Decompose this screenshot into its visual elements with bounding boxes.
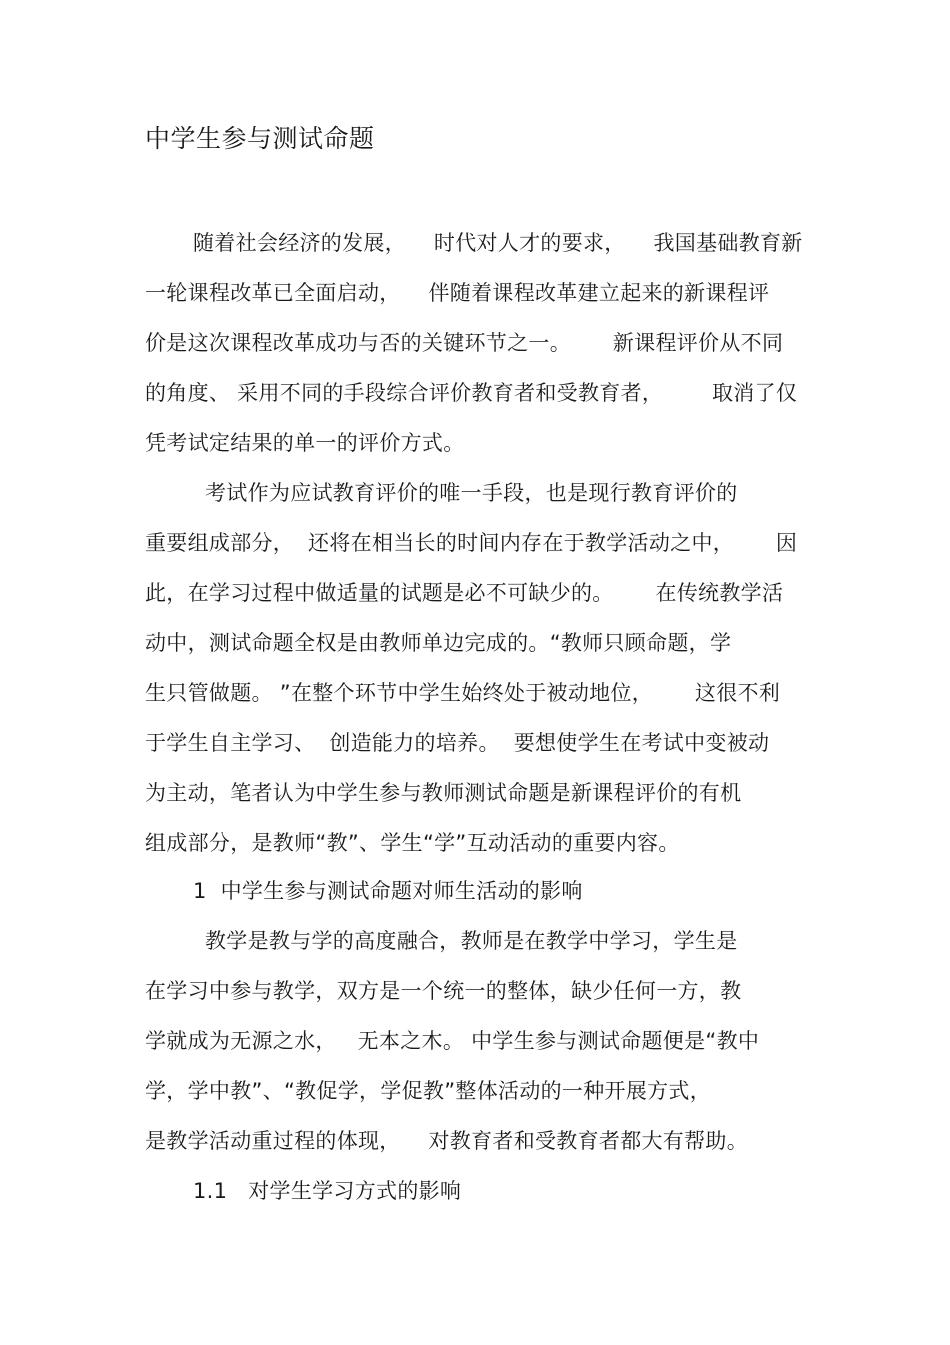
paragraph-line: 动中，测试命题全权是由教师单边完成的。“教师只顾命题，学 xyxy=(145,631,732,655)
paragraph-line: 是教学活动重过程的体现， 对教育者和受教育者都大有帮助。 xyxy=(145,1129,748,1153)
paragraph-line: 价是这次课程改革成功与否的关键环节之一。 新课程评价从不同 xyxy=(145,331,784,355)
paragraph-line: 的角度、 采用不同的手段综合评价教育者和受教育者， 取消了仅 xyxy=(145,381,798,405)
paragraph-line: 重要组成部分， 还将在相当长的时间内存在于教学活动之中， 因 xyxy=(145,531,798,555)
subsection-heading: 1.1 对学生学习方式的影响 xyxy=(193,1179,462,1203)
section-heading: 1 中学生参与测试命题对师生活动的影响 xyxy=(193,879,583,903)
paragraph-line: 组成部分，是教师“教”、学生“学”互动活动的重要内容。 xyxy=(145,831,680,855)
paragraph-line: 一轮课程改革已全面启动， 伴随着课程改革建立起来的新课程评 xyxy=(145,281,770,305)
paragraph-line: 学，学中教”、“教促学，学促教”整体活动的一种开展方式， xyxy=(145,1079,712,1103)
document-title: 中学生参与测试命题 xyxy=(145,124,375,153)
paragraph-line: 为主动，笔者认为中学生参与教师测试命题是新课程评价的有机 xyxy=(145,781,742,805)
paragraph-line: 凭考试定结果的单一的评价方式。 xyxy=(145,431,465,455)
paragraph-line: 生只管做题。 ”在整个环节中学生始终处于被动地位， 这很不利 xyxy=(145,681,781,705)
paragraph-line: 在学习中参与教学，双方是一个统一的整体，缺少任何一方，教 xyxy=(145,979,742,1003)
paragraph-line: 学就成为无源之水， 无本之木。 中学生参与测试命题便是“教中 xyxy=(145,1029,760,1053)
paragraph-line: 此，在学习过程中做适量的试题是必不可缺少的。 在传统教学活 xyxy=(145,581,784,605)
paragraph-line: 教学是教与学的高度融合，教师是在教学中学习，学生是 xyxy=(205,929,738,953)
paragraph-line: 考试作为应试教育评价的唯一手段，也是现行教育评价的 xyxy=(205,481,738,505)
paragraph-line: 于学生自主学习、 创造能力的培养。 要想使学生在考试中变被动 xyxy=(145,731,770,755)
paragraph-line: 随着社会经济的发展， 时代对人才的要求， 我国基础教育新 xyxy=(193,231,803,255)
